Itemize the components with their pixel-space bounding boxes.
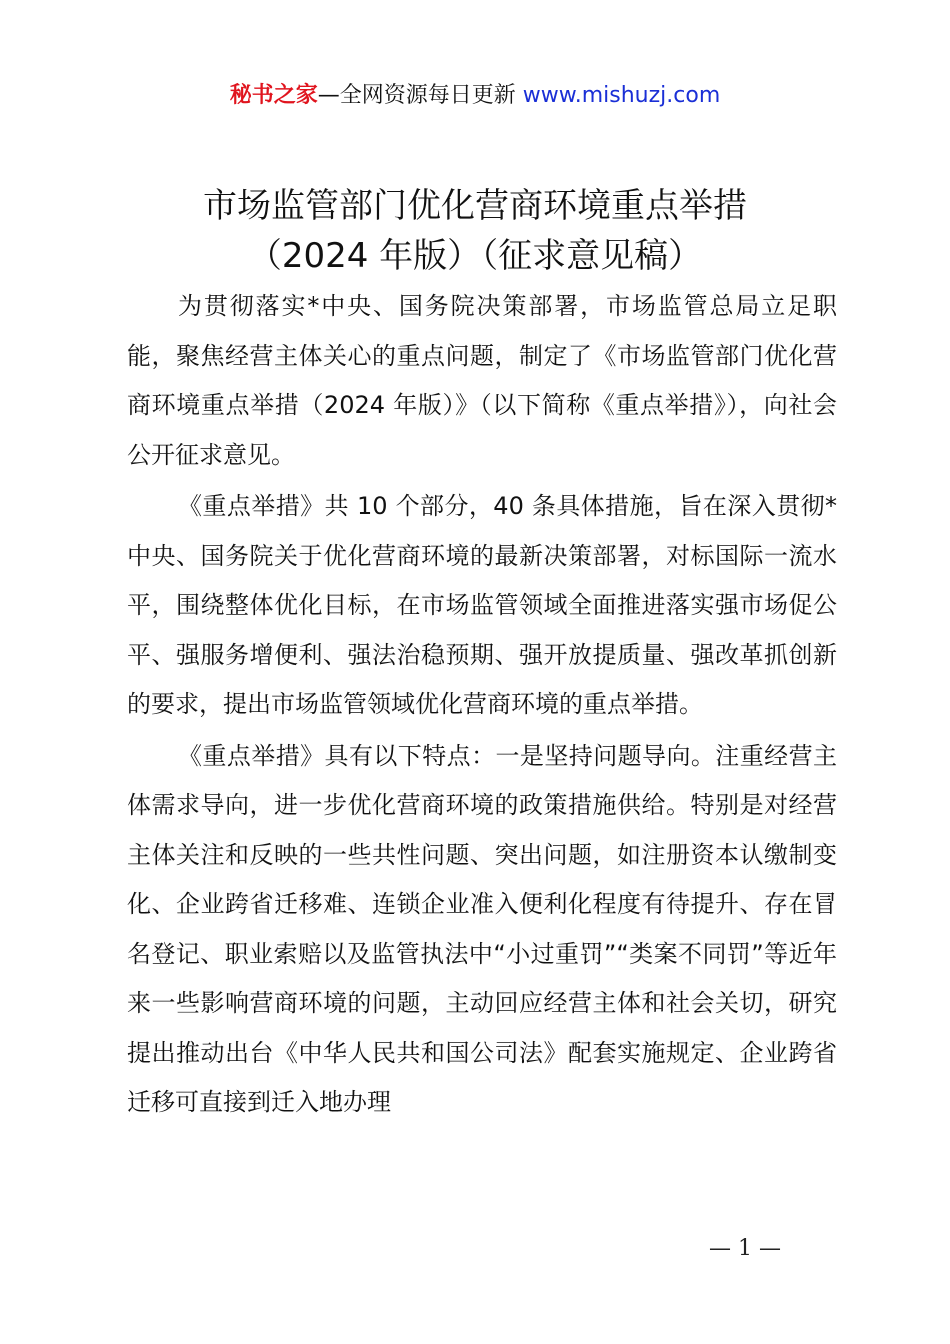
page-number: — 1 — [709, 1236, 781, 1261]
site-slogan: —全网资源每日更新 [317, 83, 516, 108]
document-title: 市场监管部门优化营商环境重点举措 [203, 186, 747, 226]
document-body [127, 282, 837, 1128]
site-url-link[interactable]: www.mishuzj.com [522, 83, 721, 108]
site-header [0, 80, 950, 112]
paragraph-1: 为贯彻落实*中央、国务院决策部署，市场监管总局立足职能，聚焦经营主体关心的重点问题，制定了《市场监管部门优化营商环境重点举措（2024 年版）》（以下简称《重点举措》），向社会公开征求意见。 [127, 292, 837, 469]
document-subtitle: （2024 年版）（征求意见稿） [247, 236, 703, 276]
paragraph-2: 《重点举措》共 10 个部分，40 条具体措施，旨在深入贯彻*中央、国务院关于优化营商环境的最新决策部署，对标国际一流水平，围绕整体优化目标，在市场监管领域全面推进落实强市场促公平、强服务增便利、强法治稳预期、强开放提质量、强改革抓创新的要求，提出市场监管领域优化营商环境的重点举措。 [127, 492, 837, 718]
site-brand: 秘书之家 [229, 83, 318, 108]
paragraph-3: 《重点举措》具有以下特点：一是坚持问题导向。注重经营主体需求导向，进一步优化营商环境的政策措施供给。特别是对经营主体关注和反映的一些共性问题、突出问题，如注册资本认缴制变化、企业跨省迁移难、连锁企业准入便利化程度有待提升、存在冒名登记、职业索赔以及监管执法中“小过重罚”“类案不同罚”等近年来一些影响营商环境的问题，主动回应经营主体和社会关切，研究提出推动出台《中华人民共和国公司法》配套实施规定、企业跨省迁移可直接到迁入地办理 [127, 741, 837, 1116]
